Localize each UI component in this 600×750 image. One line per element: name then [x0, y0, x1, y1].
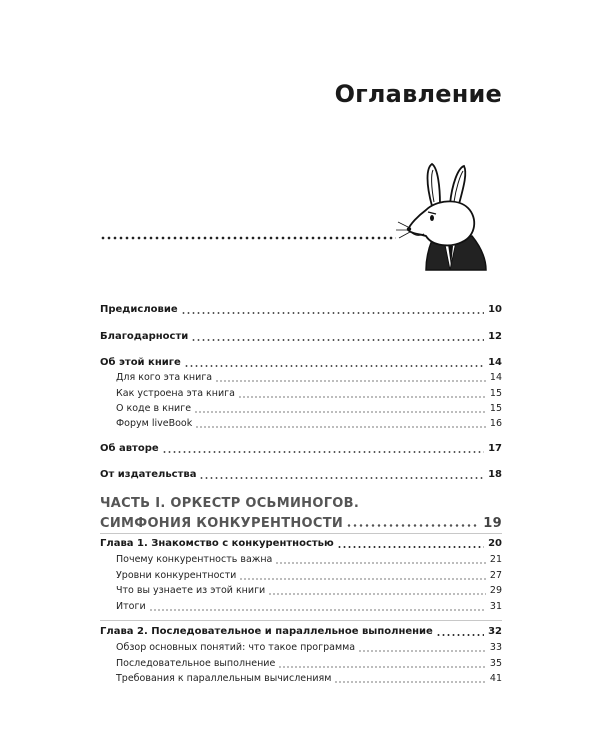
dot-leader [337, 546, 484, 548]
toc-entry-page: 33 [489, 642, 502, 653]
toc-entry-title: Требования к параллельным вычислениям [116, 673, 332, 684]
toc-entry-page: 29 [489, 585, 502, 596]
toc-entry-title: Последовательное выполнение [116, 658, 276, 669]
toc-entry-page: 14 [488, 357, 502, 368]
toc-entry-title: От издательства [100, 469, 197, 480]
dot-leader [358, 650, 486, 652]
toc-subentry[interactable] [116, 599, 502, 613]
toc-entry-page: 32 [488, 626, 502, 637]
toc-subentry[interactable] [116, 568, 502, 582]
toc-entry-page: 14 [489, 372, 502, 383]
decorative-dotted-line [100, 236, 396, 240]
part-heading-line1[interactable]: ЧАСТЬ I. ОРКЕСТР ОСЬМИНОГОВ. [100, 496, 360, 511]
dot-leader [199, 477, 484, 479]
toc-entry-title: Уровни конкурентности [116, 570, 237, 581]
toc-entry-publisher[interactable] [100, 467, 502, 481]
dot-leader [436, 634, 484, 636]
dot-leader [215, 380, 486, 382]
dot-leader [149, 609, 486, 611]
toc-subentry[interactable] [116, 552, 502, 566]
toc-entry-chapter2[interactable] [100, 624, 502, 638]
toc-entry-title: Почему конкурентность важна [116, 554, 273, 565]
toc-subentry[interactable] [116, 583, 502, 597]
toc-entry-page: 17 [488, 443, 502, 454]
toc-entry-title: Обзор основных понятий: что такое программа [116, 642, 356, 653]
dot-leader [194, 411, 486, 413]
toc-entry-title: Глава 1. Знакомство с конкурентностью [100, 538, 334, 549]
toc-entry-title: СИМФОНИЯ КОНКУРЕНТНОСТИ [100, 516, 344, 531]
toc-entry-title: Об авторе [100, 443, 159, 454]
toc-entry-title: Как устроена эта книга [116, 388, 235, 399]
toc-subentry[interactable] [116, 671, 502, 685]
toc-entry-title: Для кого эта книга [116, 372, 213, 383]
toc-entry-chapter1[interactable] [100, 536, 502, 550]
toc-entry-title: Глава 2. Последовательное и параллельное выполнение [100, 626, 433, 637]
toc-subentry[interactable] [116, 386, 502, 400]
toc-entry-page: 16 [489, 418, 502, 429]
rabbit-mascot-icon [396, 162, 506, 272]
toc-entry-page: 15 [489, 403, 502, 414]
toc-entry-page: 20 [488, 538, 502, 549]
toc-entry-page: 21 [489, 554, 502, 565]
toc-entry-page: 12 [488, 331, 502, 342]
dot-leader [181, 312, 484, 314]
toc-subentry[interactable] [116, 640, 502, 654]
dot-leader [191, 339, 484, 341]
dot-leader [278, 666, 486, 668]
page-title: Оглавление [334, 80, 502, 108]
toc-entry-title: Что вы узнаете из этой книги [116, 585, 266, 596]
dot-leader [162, 451, 484, 453]
dot-leader [346, 524, 479, 527]
toc-subentry[interactable] [116, 656, 502, 670]
toc-entry-title: Об этой книге [100, 357, 181, 368]
part-heading-line2[interactable] [100, 512, 502, 530]
toc-entry-title: Благодарности [100, 331, 189, 342]
toc-entry-about-book[interactable] [100, 355, 502, 369]
divider [100, 620, 502, 621]
toc-entry-thanks[interactable] [100, 329, 502, 343]
toc-entry-title: Форум liveBook [116, 418, 193, 429]
dot-leader [184, 365, 484, 367]
toc-entry-page: 18 [488, 469, 502, 480]
toc-entry-title: О коде в книге [116, 403, 192, 414]
toc-entry-page: 41 [489, 673, 502, 684]
toc-subentry[interactable] [116, 416, 502, 430]
dot-leader [334, 681, 486, 683]
toc-entry-title: Итоги [116, 601, 146, 612]
dot-leader [238, 396, 486, 398]
toc-entry-page: 31 [489, 601, 502, 612]
toc-subentry[interactable] [116, 370, 502, 384]
dot-leader [268, 593, 486, 595]
toc-entry-about-author[interactable] [100, 441, 502, 455]
toc-subentry[interactable] [116, 401, 502, 415]
toc-entry-page: 27 [489, 570, 502, 581]
toc-entry-page: 19 [483, 516, 502, 531]
dot-leader [195, 426, 486, 428]
toc-entry-page: 35 [489, 658, 502, 669]
toc-entry-title: Предисловие [100, 304, 178, 315]
divider [100, 533, 502, 534]
dot-leader [239, 578, 486, 580]
toc-entry-preface[interactable] [100, 302, 502, 316]
toc-entry-page: 10 [488, 304, 502, 315]
dot-leader [275, 562, 486, 564]
toc-entry-page: 15 [489, 388, 502, 399]
